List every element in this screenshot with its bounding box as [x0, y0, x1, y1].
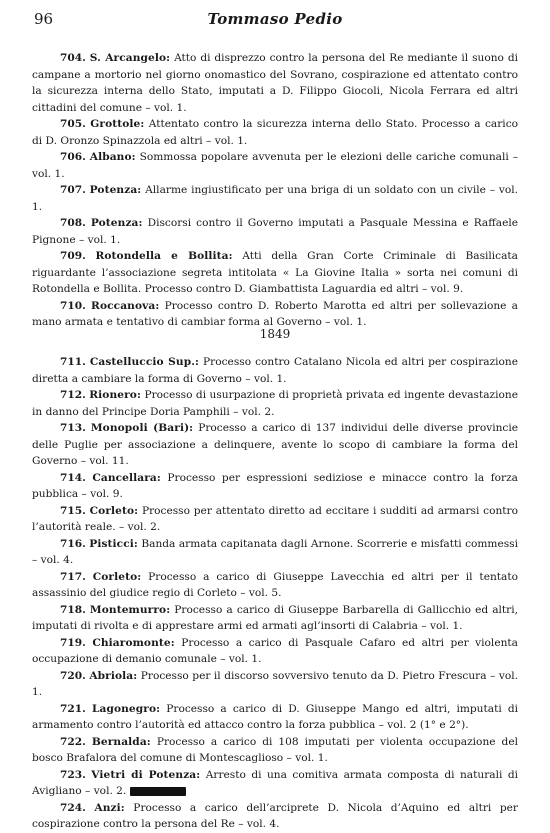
entry-713 — [32, 420, 518, 470]
entry-place: S. Arcangelo: — [89, 52, 171, 64]
entry-718 — [32, 602, 518, 635]
entry-place: Anzi: — [94, 801, 125, 814]
entry-715 — [32, 503, 518, 536]
entry-text: Attentato contro la sicurezza interna dello Stato. Processo a carico di D. Oronzo Spinazzola ed altri – vol. 1. — [32, 118, 518, 147]
running-head: Tommaso Pedio — [207, 10, 343, 28]
entry-place: Corleto: — [92, 570, 142, 583]
entry-number: 705. — [60, 118, 86, 130]
entry-place: Cancellara: — [92, 471, 161, 484]
entry-number: 721. — [60, 702, 86, 715]
entry-place: Rionero: — [89, 389, 141, 401]
entry-text: Banda armata capitanata dagli Arnone. Scorrerie e misfatti commessi – vol. 4. — [32, 537, 518, 566]
entry-712 — [32, 387, 518, 420]
entry-number: 719. — [60, 636, 86, 649]
entry-711 — [32, 354, 518, 387]
entry-721 — [32, 701, 518, 734]
entry-719 — [32, 635, 518, 668]
entry-number: 707. — [60, 184, 86, 196]
entry-722 — [32, 734, 518, 767]
entry-714 — [32, 470, 518, 503]
entry-text: Processo a carico di 108 imputati per violenta occupazione del bosco Brafalora del comune di Montescaglioso – vol. 1. — [32, 735, 518, 764]
entries-list-1848 — [32, 50, 518, 331]
entry-text: Discorsi contro il Governo imputati a Pasquale Messina e Raffaele Pignone – vol. 1. — [32, 217, 519, 246]
entry-number: 712. — [60, 389, 86, 401]
entry-705 — [32, 116, 518, 149]
entry-place: Albano: — [89, 151, 136, 163]
entry-number: 709. — [60, 250, 86, 262]
entry-text: Processo a carico di Giuseppe Lavecchia ed altri per il tentato assassinio del giudice regio di Corleto – vol. 5. — [32, 570, 518, 599]
entry-place: Rotondella e Bollita: — [95, 250, 233, 262]
entry-number: 713. — [60, 422, 86, 434]
ink-blot — [130, 787, 186, 796]
entry-723 — [32, 767, 518, 800]
year-heading: 1849 — [259, 327, 291, 341]
entry-text: Processo per il discorso sovversivo tenuto da D. Pietro Frescura – vol. 1. — [32, 669, 518, 698]
entry-place: Montemurro: — [89, 603, 171, 616]
entry-place: Roccanova: — [91, 299, 160, 312]
entry-number: 710. — [60, 299, 86, 312]
entry-text: Processo a carico dell’arciprete D. Nicola d’Aquino ed altri per cospirazione contro la persona del Re – vol. 4. — [32, 801, 518, 830]
entry-place: Potenza: — [90, 217, 143, 229]
entry-720 — [32, 668, 518, 701]
entries-list-1849 — [32, 354, 518, 833]
entry-number: 711. — [60, 356, 86, 368]
entry-717 — [32, 569, 518, 602]
entry-text: Processo a carico di Pasquale Cafaro ed altri per violenta occupazione di demanio comunale – vol. 1. — [32, 636, 518, 665]
entry-text: Processo per attentato diretto ad eccitare i sudditi ad armarsi contro l’autorità reale. – vol. 2. — [32, 504, 518, 533]
entry-709 — [32, 248, 518, 298]
entry-place: Grottole: — [90, 118, 145, 130]
entry-text: Processo contro D. Roberto Marotta ed altri per sollevazione a mano armata e tentativo di cambiar forma al Governo – vol. 1. — [32, 299, 518, 328]
entry-text: Atto di disprezzo contro la persona del Re mediante il suono di campane a mortorio nel giorno onomastico del Sovrano, cospirazione ed attentato contro la sicurezza interna dello Stato, imputati a D. Filippo Giocoli, Nicola Ferrara ed altri cittadini del comune – vol. 1. — [32, 52, 518, 114]
entry-number: 714. — [60, 471, 86, 484]
entry-text: Allarme ingiustificato per una briga di un soldato con un civile – vol. 1. — [32, 184, 518, 213]
entry-706 — [32, 149, 518, 182]
entry-text: Processo a carico di 137 individui delle diverse provincie delle Puglie per associazione a delinquere, avente lo scopo di cambiare la forma del Governo – vol. 11. — [32, 422, 518, 467]
entry-704 — [32, 50, 518, 116]
entry-number: 724. — [60, 801, 86, 814]
entry-place: Potenza: — [89, 184, 142, 196]
entry-text: Processo a carico di D. Giuseppe Mango ed altri, imputati di armamento contro l’autorità ed attacco contro la forza pubblica – vol. 2 (1° e 2°). — [32, 702, 518, 731]
entry-text: Sommossa popolare avvenuta per le elezioni delle cariche comunali – vol. 1. — [32, 151, 518, 180]
page-number: 96 — [34, 10, 54, 28]
entry-716 — [32, 536, 518, 569]
entry-number: 717. — [60, 570, 86, 583]
entry-number: 723. — [60, 768, 86, 781]
entry-number: 718. — [60, 603, 86, 616]
entry-text: Processo a carico di Giuseppe Barbarella di Gallicchio ed altri, imputati di rivolta e di apprestare armi ed armati agl’insorti di Calabria – vol. 1. — [32, 603, 518, 632]
entry-number: 722. — [60, 735, 86, 748]
entry-724 — [32, 800, 518, 833]
entry-place: Pisticci: — [89, 537, 138, 550]
entry-place: Abriola: — [89, 669, 138, 682]
entry-text: Processo contro Catalano Nicola ed altri per cospirazione diretta a cambiare la forma di Governo – vol. 1. — [32, 356, 519, 385]
entry-number: 704. — [60, 52, 86, 64]
entry-place: Monopoli (Bari): — [90, 422, 194, 434]
entry-text: Atti della Gran Corte Criminale di Basilicata riguardante l’associazione segreta intitolata « La Giovine Italia » sorta nei comuni di Rotondella e Bollita. Processo contro D. Giambattista Laguardia ed altri – vol. 9. — [32, 250, 518, 295]
entry-place: Chiaromonte: — [92, 636, 175, 649]
entry-text: Processo di usurpazione di proprietà privata ed ingente devastazione in danno del Principe Doria Pamphili – vol. 2. — [32, 389, 518, 418]
entry-place: Castelluccio Sup.: — [89, 356, 200, 368]
entry-place: Corleto: — [89, 504, 139, 517]
entry-place: Vietri di Potenza: — [91, 768, 201, 781]
entry-710 — [32, 298, 518, 331]
entry-707 — [32, 182, 518, 215]
entry-place: Bernalda: — [91, 735, 151, 748]
entry-708 — [32, 215, 518, 248]
entry-text: Arresto di una comitiva armata composta di naturali di Avigliano – vol. 2. — [32, 768, 518, 797]
page-header — [32, 10, 518, 32]
entry-number: 716. — [60, 537, 86, 550]
entry-number: 720. — [60, 669, 86, 682]
entry-place: Lagonegro: — [91, 702, 161, 715]
entry-number: 715. — [60, 504, 86, 517]
entry-number: 708. — [60, 217, 86, 229]
entry-text: Processo per espressioni sediziose e minacce contro la forza pubblica – vol. 9. — [32, 471, 518, 500]
entry-number: 706. — [60, 151, 86, 163]
